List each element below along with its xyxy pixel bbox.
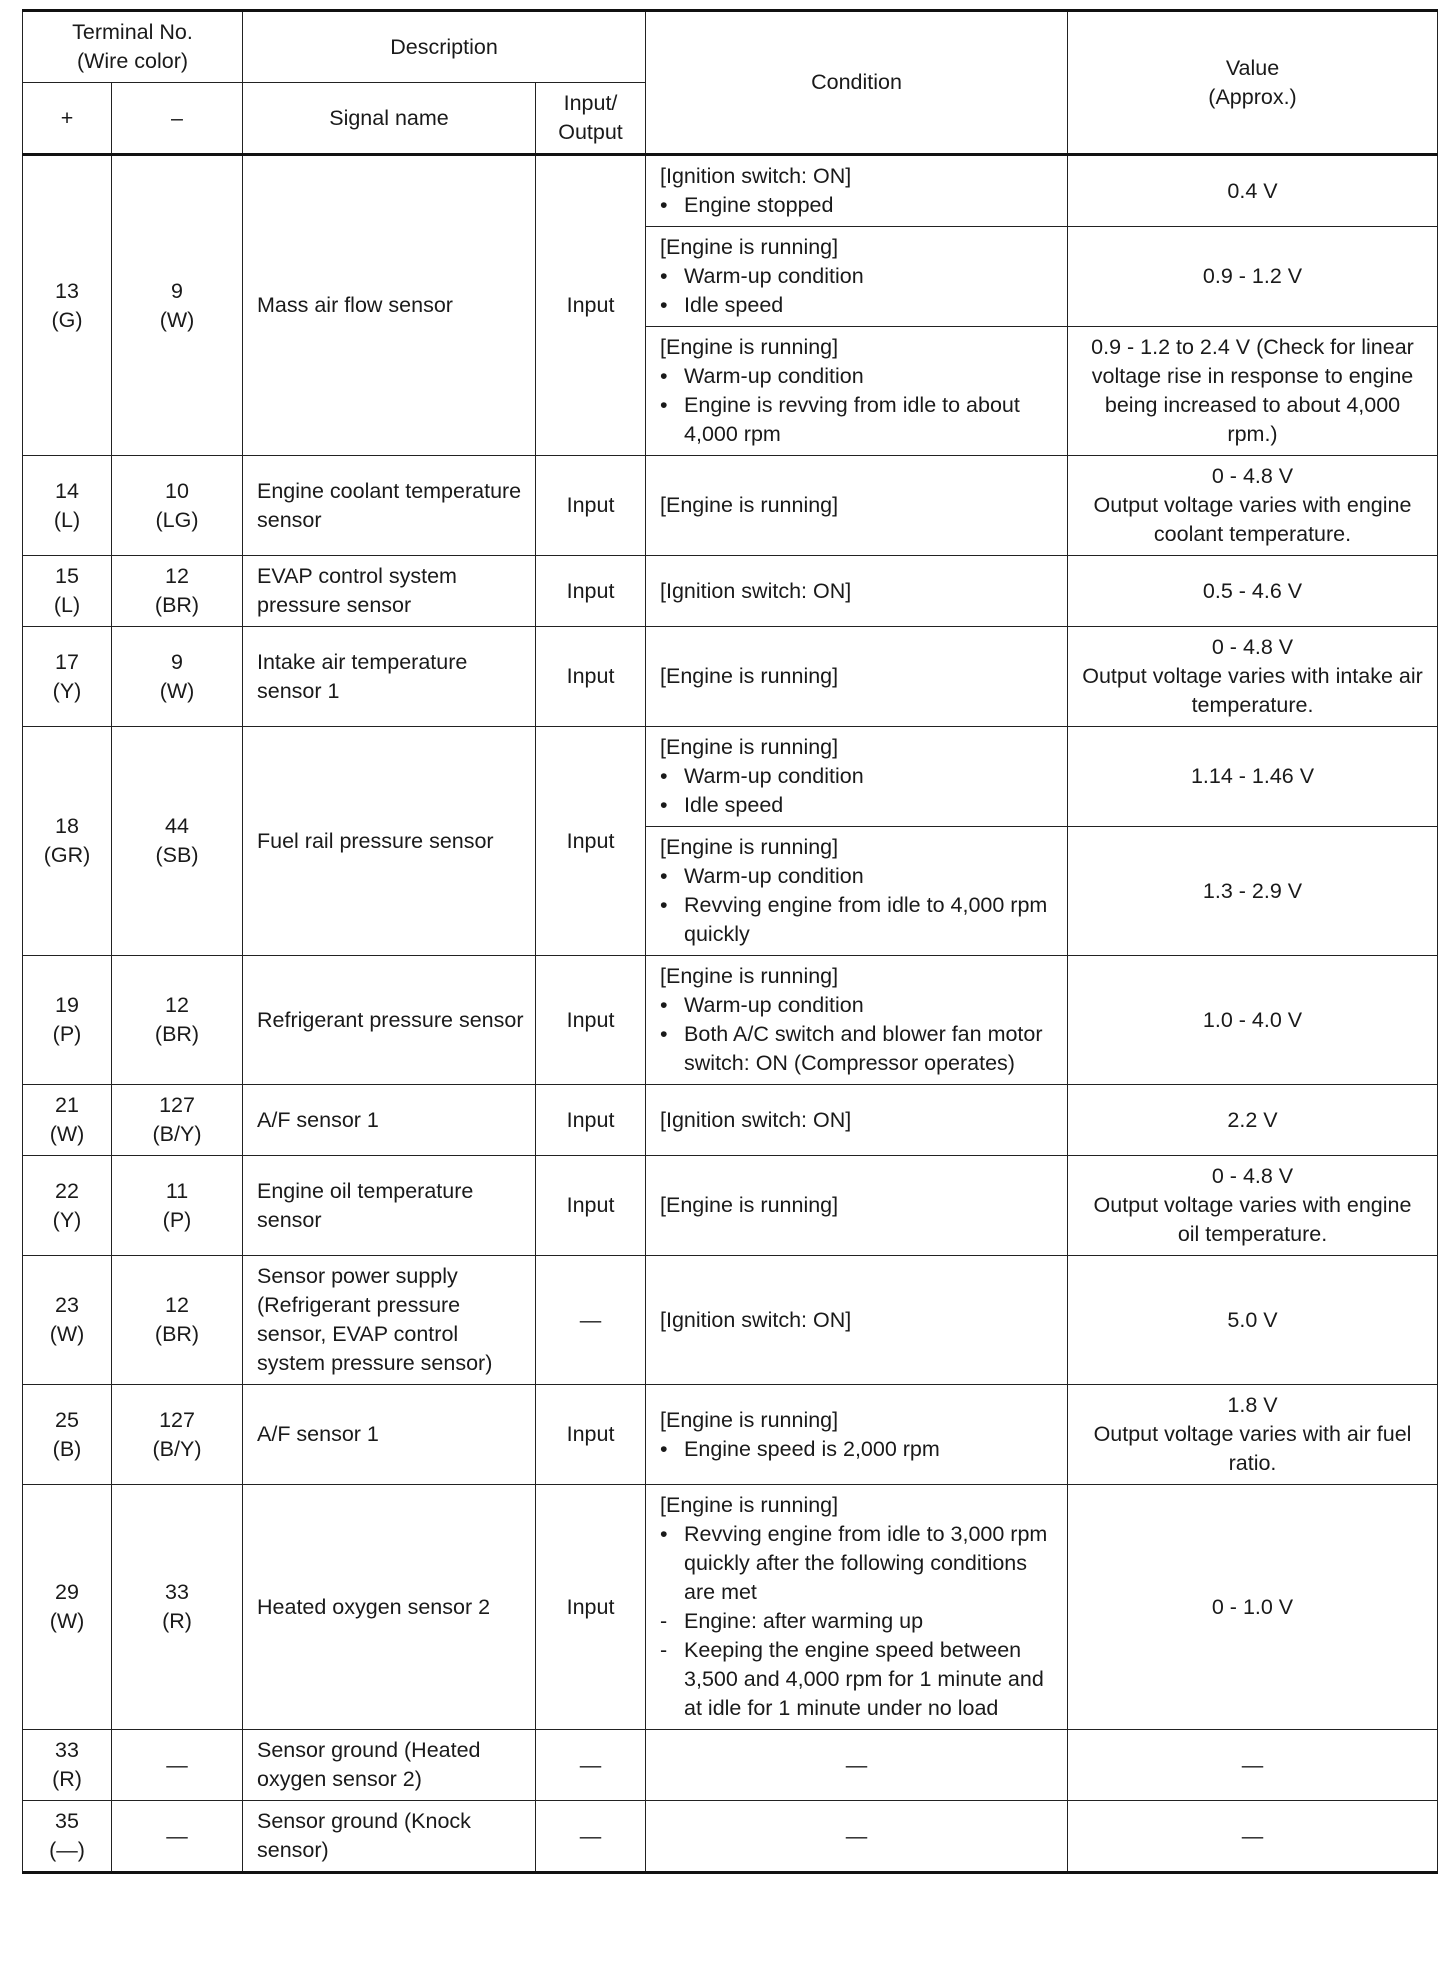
terminal-number: 19 bbox=[55, 993, 79, 1017]
terminal-minus bbox=[112, 1156, 243, 1256]
condition-item bbox=[660, 762, 1059, 791]
input-output: — bbox=[536, 1801, 646, 1873]
bullet-marker: • bbox=[660, 1022, 668, 1046]
table-row bbox=[23, 627, 1438, 727]
value-cell bbox=[1068, 1085, 1438, 1156]
condition-item-text: Warm-up condition bbox=[684, 864, 864, 888]
condition-item bbox=[660, 1607, 1059, 1636]
table-row bbox=[23, 1085, 1438, 1156]
condition-heading: [Engine is running] bbox=[660, 235, 839, 259]
value-cell bbox=[1068, 456, 1438, 556]
terminal-number: 9 bbox=[171, 278, 183, 303]
wire-color: (G) bbox=[51, 307, 83, 332]
terminal-number: — bbox=[166, 1823, 188, 1848]
bullet-marker: • bbox=[660, 264, 668, 288]
terminal-number: 17 bbox=[55, 649, 79, 674]
input-output: Input bbox=[536, 155, 646, 456]
value-text: 1.3 - 2.9 V bbox=[1202, 878, 1303, 903]
value-text: 0.9 - 1.2 to 2.4 V (Check for linear voltage rise in response to engine being increased to about 4,000 rpm.) bbox=[1091, 335, 1414, 446]
terminal-plus bbox=[23, 1730, 112, 1801]
condition-cell bbox=[646, 1156, 1068, 1256]
wire-color: (W) bbox=[49, 1122, 85, 1146]
approx-label: (Approx.) bbox=[1208, 84, 1297, 109]
condition-heading: [Ignition switch: ON] bbox=[660, 578, 852, 603]
input-output: Input bbox=[536, 1385, 646, 1485]
condition-cell bbox=[646, 1085, 1068, 1156]
input-output: Input bbox=[536, 456, 646, 556]
value-label: Value bbox=[1225, 55, 1280, 80]
input-output: Input bbox=[536, 1156, 646, 1256]
condition-item-text: Engine is revving from idle to about 4,000 rpm bbox=[684, 393, 1020, 446]
condition-item bbox=[660, 891, 1059, 949]
value-cell bbox=[1068, 1156, 1438, 1256]
value-text: 0.4 V bbox=[1227, 178, 1278, 203]
terminal-no-label: Terminal No. bbox=[72, 20, 193, 44]
description-header: Description bbox=[243, 11, 646, 83]
terminal-minus bbox=[112, 1485, 243, 1730]
condition-cell bbox=[646, 1730, 1068, 1801]
minus-header: – bbox=[112, 83, 243, 155]
signal-name: Engine oil temperature sensor bbox=[243, 1156, 536, 1256]
terminal-number: 22 bbox=[55, 1178, 79, 1203]
condition-heading: [Ignition switch: ON] bbox=[660, 164, 852, 188]
input-output: Input bbox=[536, 727, 646, 956]
value-cell bbox=[1068, 1730, 1438, 1801]
condition-item bbox=[660, 791, 1059, 820]
terminal-plus bbox=[23, 456, 112, 556]
condition-cell bbox=[646, 956, 1068, 1085]
bullet-marker: • bbox=[660, 793, 668, 817]
terminal-number: 23 bbox=[55, 1293, 79, 1317]
condition-item bbox=[660, 1435, 1059, 1464]
table-row bbox=[23, 1156, 1438, 1256]
table-row bbox=[23, 556, 1438, 627]
wire-color: (—) bbox=[49, 1838, 85, 1862]
terminal-number: 12 bbox=[165, 1293, 189, 1317]
bullet-marker: • bbox=[660, 764, 668, 788]
condition-heading: — bbox=[845, 1823, 868, 1848]
terminal-minus bbox=[112, 155, 243, 456]
wire-color: (Y) bbox=[52, 678, 82, 703]
value-header bbox=[1068, 11, 1438, 155]
wire-color: (BR) bbox=[154, 1322, 200, 1346]
terminal-minus bbox=[112, 1801, 243, 1873]
wire-color: (BR) bbox=[154, 1022, 200, 1046]
table-row bbox=[23, 1385, 1438, 1485]
value-cell bbox=[1068, 556, 1438, 627]
value-cell bbox=[1068, 1256, 1438, 1385]
terminal-number: 21 bbox=[55, 1093, 79, 1117]
value-cell bbox=[1068, 1385, 1438, 1485]
condition-cell bbox=[646, 327, 1068, 456]
signal-name: Sensor ground (Heated oxygen sensor 2) bbox=[243, 1730, 536, 1801]
terminal-number: 12 bbox=[165, 564, 189, 588]
terminal-number: 33 bbox=[55, 1738, 79, 1762]
condition-heading: [Engine is running] bbox=[660, 964, 839, 988]
condition-cell bbox=[646, 627, 1068, 727]
input-output-header bbox=[536, 83, 646, 155]
value-text: 0 - 4.8 V bbox=[1211, 464, 1294, 488]
terminal-minus bbox=[112, 1730, 243, 1801]
condition-cell bbox=[646, 227, 1068, 327]
wire-color: (Y) bbox=[52, 1207, 82, 1232]
signal-name: Fuel rail pressure sensor bbox=[243, 727, 536, 956]
value-cell bbox=[1068, 627, 1438, 727]
terminal-no-header bbox=[23, 11, 243, 83]
wire-color: (B/Y) bbox=[152, 1436, 202, 1461]
bullet-marker: • bbox=[660, 393, 668, 417]
value-text: 0.5 - 4.6 V bbox=[1202, 578, 1303, 603]
condition-item bbox=[660, 1636, 1059, 1723]
terminal-minus bbox=[112, 956, 243, 1085]
table-body bbox=[23, 155, 1438, 1873]
condition-item-text: Idle speed bbox=[684, 293, 784, 317]
signal-name: Mass air flow sensor bbox=[243, 155, 536, 456]
signal-name: EVAP control system pressure sensor bbox=[243, 556, 536, 627]
value-text: — bbox=[1241, 1752, 1264, 1777]
condition-item bbox=[660, 262, 1059, 291]
plus-header: + bbox=[23, 83, 112, 155]
bullet-marker: • bbox=[660, 293, 668, 317]
condition-cell bbox=[646, 155, 1068, 227]
condition-cell bbox=[646, 727, 1068, 827]
output-label: Output bbox=[558, 120, 623, 144]
terminal-plus bbox=[23, 1485, 112, 1730]
condition-heading: [Engine is running] bbox=[660, 1193, 839, 1217]
condition-item bbox=[660, 1520, 1059, 1607]
value-cell bbox=[1068, 155, 1438, 227]
condition-cell bbox=[646, 827, 1068, 956]
condition-item-text: Keeping the engine speed between 3,500 and 4,000 rpm for 1 minute and at idle for 1 minute under no load bbox=[684, 1638, 1044, 1720]
terminal-minus bbox=[112, 1085, 243, 1156]
condition-item bbox=[660, 362, 1059, 391]
value-text: 0 - 4.8 V bbox=[1211, 1164, 1294, 1188]
table-row bbox=[23, 1801, 1438, 1873]
terminal-number: 127 bbox=[159, 1093, 195, 1117]
table-row bbox=[23, 1485, 1438, 1730]
table-row bbox=[23, 155, 1438, 227]
bullet-marker: • bbox=[660, 193, 668, 217]
terminal-plus bbox=[23, 956, 112, 1085]
input-output: — bbox=[536, 1730, 646, 1801]
wire-color: (R) bbox=[52, 1767, 82, 1791]
condition-item-text: Engine stopped bbox=[684, 193, 834, 217]
wire-color: (B/Y) bbox=[152, 1122, 202, 1146]
terminal-number: 29 bbox=[55, 1580, 79, 1604]
terminal-number: 10 bbox=[165, 478, 189, 503]
signal-name-header: Signal name bbox=[243, 83, 536, 155]
condition-heading: [Engine is running] bbox=[660, 664, 839, 688]
input-output: Input bbox=[536, 1485, 646, 1730]
value-text: 1.14 - 1.46 V bbox=[1190, 764, 1315, 788]
terminal-minus bbox=[112, 727, 243, 956]
condition-item-text: Warm-up condition bbox=[684, 264, 864, 288]
signal-name: Intake air temperature sensor 1 bbox=[243, 627, 536, 727]
ecm-terminal-table bbox=[22, 9, 1438, 1874]
condition-cell bbox=[646, 556, 1068, 627]
value-text: — bbox=[1241, 1823, 1264, 1848]
condition-item-text: Warm-up condition bbox=[684, 764, 864, 788]
value-text: 0.9 - 1.2 V bbox=[1202, 264, 1303, 288]
condition-item-text: Idle speed bbox=[684, 793, 784, 817]
condition-heading: — bbox=[845, 1752, 868, 1777]
table-row bbox=[23, 1256, 1438, 1385]
condition-heading: [Engine is running] bbox=[660, 493, 839, 517]
condition-item-text: Revving engine from idle to 3,000 rpm quickly after the following conditions are met bbox=[684, 1522, 1048, 1604]
condition-item-text: Revving engine from idle to 4,000 rpm quickly bbox=[684, 893, 1048, 946]
condition-item-text: Warm-up condition bbox=[684, 993, 864, 1017]
terminal-number: 14 bbox=[55, 478, 79, 503]
bullet-marker: - bbox=[660, 1638, 668, 1662]
table-row bbox=[23, 956, 1438, 1085]
terminal-number: 127 bbox=[159, 1407, 195, 1432]
terminal-plus bbox=[23, 627, 112, 727]
wire-color: (GR) bbox=[43, 843, 91, 867]
wire-color: (R) bbox=[162, 1609, 192, 1633]
terminal-plus bbox=[23, 1256, 112, 1385]
value-text: 1.0 - 4.0 V bbox=[1202, 1007, 1303, 1032]
value-text: 5.0 V bbox=[1227, 1307, 1278, 1332]
terminal-number: 15 bbox=[55, 564, 79, 588]
terminal-number: 44 bbox=[165, 814, 189, 838]
wire-color: (BR) bbox=[154, 593, 200, 617]
condition-heading: [Engine is running] bbox=[660, 835, 839, 859]
value-text: 0 - 4.8 V bbox=[1211, 635, 1294, 659]
input-output: Input bbox=[536, 1085, 646, 1156]
terminal-minus bbox=[112, 556, 243, 627]
condition-heading: [Engine is running] bbox=[660, 335, 839, 359]
wire-color-label: (Wire color) bbox=[76, 49, 189, 73]
terminal-minus bbox=[112, 1256, 243, 1385]
condition-cell bbox=[646, 1485, 1068, 1730]
table-row bbox=[23, 727, 1438, 827]
value-cell bbox=[1068, 227, 1438, 327]
terminal-plus bbox=[23, 1085, 112, 1156]
value-cell bbox=[1068, 727, 1438, 827]
condition-item bbox=[660, 291, 1059, 320]
terminal-table-page bbox=[22, 9, 1437, 1874]
terminal-plus bbox=[23, 556, 112, 627]
signal-name: Engine coolant temperature sensor bbox=[243, 456, 536, 556]
condition-cell bbox=[646, 1385, 1068, 1485]
input-label: Input/ bbox=[563, 91, 618, 115]
input-output: Input bbox=[536, 556, 646, 627]
value-note: Output voltage varies with intake air temperature. bbox=[1082, 664, 1423, 717]
signal-name: A/F sensor 1 bbox=[243, 1085, 536, 1156]
condition-item bbox=[660, 991, 1059, 1020]
value-cell bbox=[1068, 827, 1438, 956]
condition-cell bbox=[646, 1801, 1068, 1873]
terminal-plus bbox=[23, 155, 112, 456]
terminal-plus bbox=[23, 1801, 112, 1873]
value-text: 1.8 V bbox=[1227, 1393, 1278, 1417]
bullet-marker: • bbox=[660, 993, 668, 1017]
signal-name: A/F sensor 1 bbox=[243, 1385, 536, 1485]
condition-heading: [Ignition switch: ON] bbox=[660, 1107, 852, 1132]
signal-name: Heated oxygen sensor 2 bbox=[243, 1485, 536, 1730]
terminal-number: 9 bbox=[171, 649, 183, 674]
wire-color: (W) bbox=[159, 678, 195, 703]
input-output: — bbox=[536, 1256, 646, 1385]
wire-color: (P) bbox=[52, 1022, 82, 1046]
condition-item-text: Engine: after warming up bbox=[684, 1609, 924, 1633]
value-cell bbox=[1068, 956, 1438, 1085]
value-cell bbox=[1068, 327, 1438, 456]
value-cell bbox=[1068, 1801, 1438, 1873]
condition-item-text: Warm-up condition bbox=[684, 364, 864, 388]
terminal-minus bbox=[112, 627, 243, 727]
bullet-marker: • bbox=[660, 864, 668, 888]
input-output: Input bbox=[536, 956, 646, 1085]
terminal-plus bbox=[23, 1156, 112, 1256]
value-note: Output voltage varies with engine oil temperature. bbox=[1093, 1193, 1412, 1246]
value-text: 2.2 V bbox=[1227, 1107, 1278, 1132]
condition-header: Condition bbox=[646, 11, 1068, 155]
terminal-number: 35 bbox=[55, 1809, 79, 1833]
signal-name: Refrigerant pressure sensor bbox=[243, 956, 536, 1085]
terminal-number: 25 bbox=[55, 1407, 79, 1432]
terminal-number: 11 bbox=[165, 1178, 189, 1203]
wire-color: (B) bbox=[52, 1436, 82, 1461]
terminal-number: 13 bbox=[55, 278, 79, 303]
header-row-1 bbox=[23, 11, 1438, 83]
wire-color: (W) bbox=[49, 1609, 85, 1633]
condition-heading: [Engine is running] bbox=[660, 1407, 839, 1432]
bullet-marker: • bbox=[660, 893, 668, 917]
wire-color: (L) bbox=[53, 507, 81, 532]
bullet-marker: • bbox=[660, 364, 668, 388]
bullet-marker: • bbox=[660, 1522, 668, 1546]
condition-heading: [Ignition switch: ON] bbox=[660, 1307, 852, 1332]
wire-color: (W) bbox=[49, 1322, 85, 1346]
table-row bbox=[23, 456, 1438, 556]
wire-color: (SB) bbox=[155, 843, 199, 867]
terminal-number: 12 bbox=[165, 993, 189, 1017]
table-header bbox=[23, 11, 1438, 155]
condition-item bbox=[660, 191, 1059, 220]
wire-color: (L) bbox=[53, 593, 81, 617]
terminal-number: 18 bbox=[55, 814, 79, 838]
condition-heading: [Engine is running] bbox=[660, 735, 839, 759]
condition-item-text: Engine speed is 2,000 rpm bbox=[684, 1436, 940, 1461]
terminal-plus bbox=[23, 727, 112, 956]
value-text: 0 - 1.0 V bbox=[1211, 1594, 1294, 1619]
condition-item bbox=[660, 862, 1059, 891]
condition-heading: [Engine is running] bbox=[660, 1493, 839, 1517]
condition-item bbox=[660, 391, 1059, 449]
condition-item-text: Both A/C switch and blower fan motor switch: ON (Compressor operates) bbox=[684, 1022, 1043, 1075]
value-note: Output voltage varies with engine coolant temperature. bbox=[1093, 493, 1412, 546]
condition-item bbox=[660, 1020, 1059, 1078]
table-row bbox=[23, 1730, 1438, 1801]
condition-cell bbox=[646, 1256, 1068, 1385]
signal-name: Sensor ground (Knock sensor) bbox=[243, 1801, 536, 1873]
signal-name: Sensor power supply (Refrigerant pressure sensor, EVAP control system pressure sensor) bbox=[243, 1256, 536, 1385]
terminal-number: 33 bbox=[165, 1580, 189, 1604]
bullet-marker: • bbox=[660, 1436, 668, 1461]
wire-color: (W) bbox=[159, 307, 195, 332]
condition-cell bbox=[646, 456, 1068, 556]
input-output: Input bbox=[536, 627, 646, 727]
wire-color: (LG) bbox=[155, 507, 199, 532]
wire-color: (P) bbox=[162, 1207, 192, 1232]
bullet-marker: - bbox=[660, 1609, 668, 1633]
terminal-minus bbox=[112, 456, 243, 556]
terminal-number: — bbox=[166, 1752, 188, 1777]
terminal-plus bbox=[23, 1385, 112, 1485]
value-cell bbox=[1068, 1485, 1438, 1730]
terminal-minus bbox=[112, 1385, 243, 1485]
value-note: Output voltage varies with air fuel ratio. bbox=[1093, 1422, 1412, 1475]
